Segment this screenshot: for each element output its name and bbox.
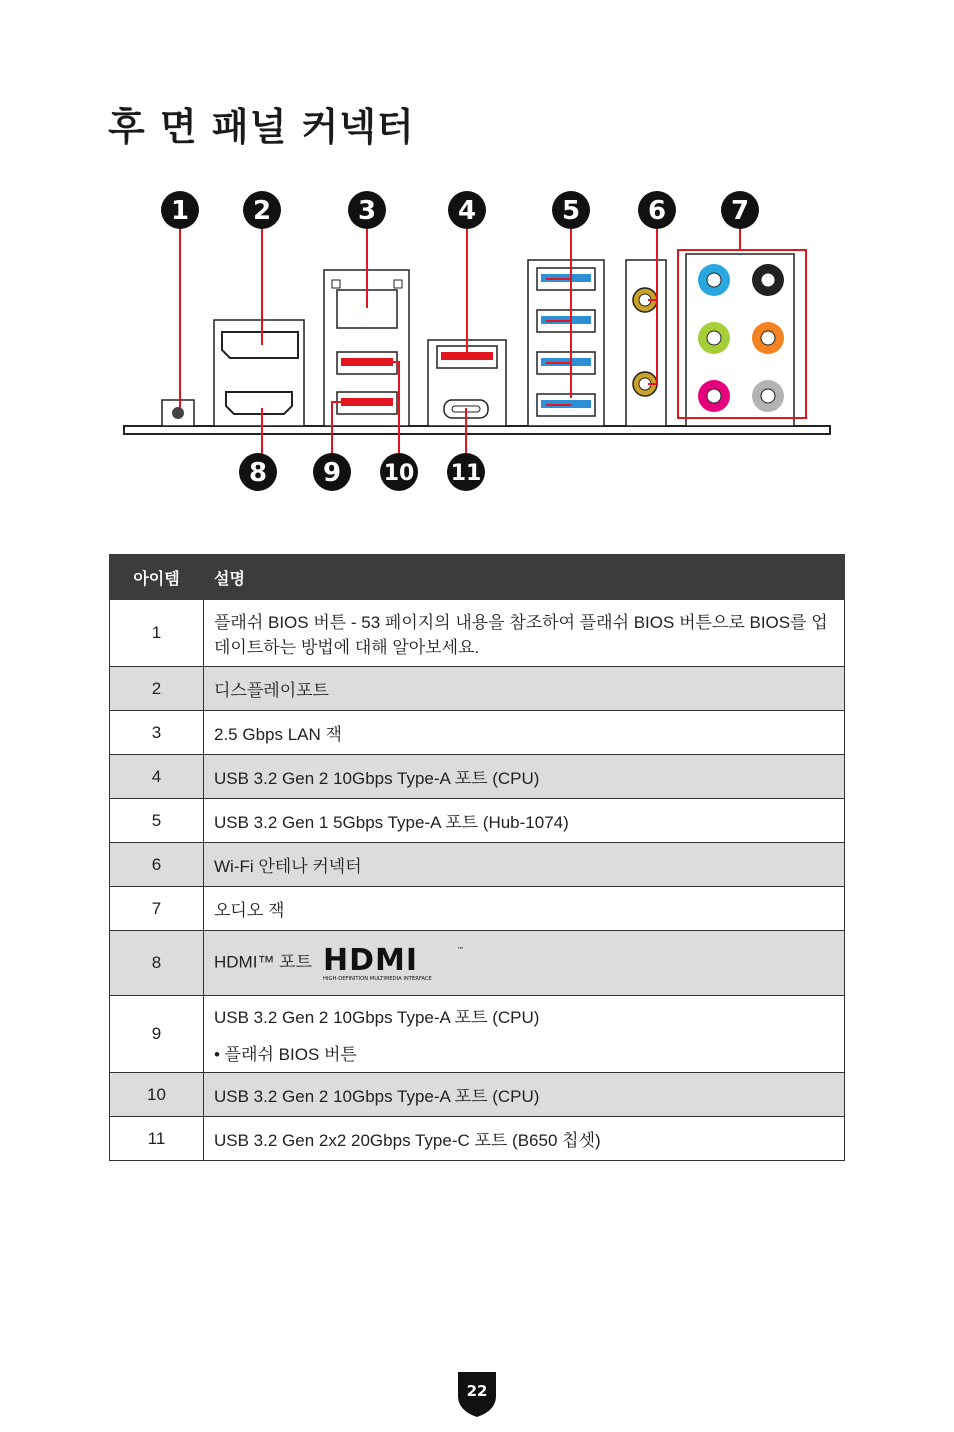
table-row [110, 887, 845, 931]
row-desc: USB 3.2 Gen 1 5Gbps Type-A 포트 (Hub-1074) [204, 799, 845, 843]
row-num: 6 [110, 843, 204, 887]
header-item: 아이템 [110, 555, 204, 600]
flash-bios-button-port [162, 400, 194, 426]
row-desc-hdmi [204, 931, 845, 996]
table-header-row [110, 555, 845, 600]
row-num: 4 [110, 755, 204, 799]
callouts-bottom [239, 453, 485, 491]
callout-label-10: 10 [383, 461, 415, 486]
callout-label-8: 8 [248, 458, 268, 488]
row-num: 7 [110, 887, 204, 931]
callout-label-1: 1 [170, 196, 190, 226]
usb-blue-stack [528, 260, 604, 426]
row-desc: USB 3.2 Gen 2 10Gbps Type-A 포트 (CPU) [204, 1073, 845, 1117]
page-number: 22 [466, 1382, 488, 1400]
callouts-top [161, 191, 759, 229]
row-num: 11 [110, 1117, 204, 1161]
hdmi-logo [323, 944, 469, 982]
table-row [110, 711, 845, 755]
row-desc: 2.5 Gbps LAN 잭 [204, 711, 845, 755]
callout-label-7: 7 [730, 196, 750, 226]
callout-label-9: 9 [322, 458, 342, 488]
table-row [110, 843, 845, 887]
header-desc: 설명 [204, 555, 845, 600]
row-num: 3 [110, 711, 204, 755]
connector-table [109, 554, 845, 1161]
table-row [110, 667, 845, 711]
row-desc: USB 3.2 Gen 2 10Gbps Type-A 포트 (CPU) [214, 1008, 540, 1027]
table-row [110, 1073, 845, 1117]
io-shield-base [124, 426, 830, 434]
row-num: 9 [110, 996, 204, 1073]
callout-label-2: 2 [252, 196, 272, 226]
row-desc: 오디오 잭 [204, 887, 845, 931]
hdmi-logo-subtitle: HIGH-DEFINITION MULTIMEDIA INTERFACE [322, 976, 432, 982]
table-row [110, 1117, 845, 1161]
table-row [110, 755, 845, 799]
row-desc: 플래쉬 BIOS 버튼 - 53 페이지의 내용을 참조하여 플래쉬 BIOS 버튼으로 BIOS를 업데이트하는 방법에 대해 알아보세요. [204, 600, 845, 667]
row-num: 8 [110, 931, 204, 996]
hdmi-logo-text: HDMI [322, 944, 418, 978]
row-num: 5 [110, 799, 204, 843]
row-desc-multi [204, 996, 845, 1073]
table-row [110, 931, 845, 996]
callout-label-3: 3 [357, 196, 377, 226]
row-desc: 디스플레이포트 [204, 667, 845, 711]
row-num: 1 [110, 600, 204, 667]
row-desc: Wi-Fi 안테나 커넥터 [204, 843, 845, 887]
row-bullet: • 플래쉬 BIOS 버튼 [214, 1045, 357, 1064]
row-num: 2 [110, 667, 204, 711]
page-title: 후 면 패널 커넥터 [108, 105, 415, 149]
wifi-antenna-block [626, 260, 666, 426]
callout-label-6: 6 [647, 196, 667, 226]
row-desc: HDMI™ 포트 [214, 952, 313, 972]
displayport-hdmi-block [214, 320, 304, 426]
rear-panel-diagram [0, 180, 954, 510]
table-row [110, 600, 845, 667]
callout-label-11: 11 [450, 461, 482, 486]
hdmi-logo-tm: ™ [456, 946, 464, 954]
row-desc: USB 3.2 Gen 2 10Gbps Type-A 포트 (CPU) [204, 755, 845, 799]
audio-jack-block [678, 250, 806, 426]
table-row [110, 996, 845, 1073]
table-row [110, 799, 845, 843]
callout-label-5: 5 [561, 196, 581, 226]
callout-label-4: 4 [457, 196, 477, 226]
row-desc: USB 3.2 Gen 2x2 20Gbps Type-C 포트 (B650 칩셋) [204, 1117, 845, 1161]
row-num: 10 [110, 1073, 204, 1117]
